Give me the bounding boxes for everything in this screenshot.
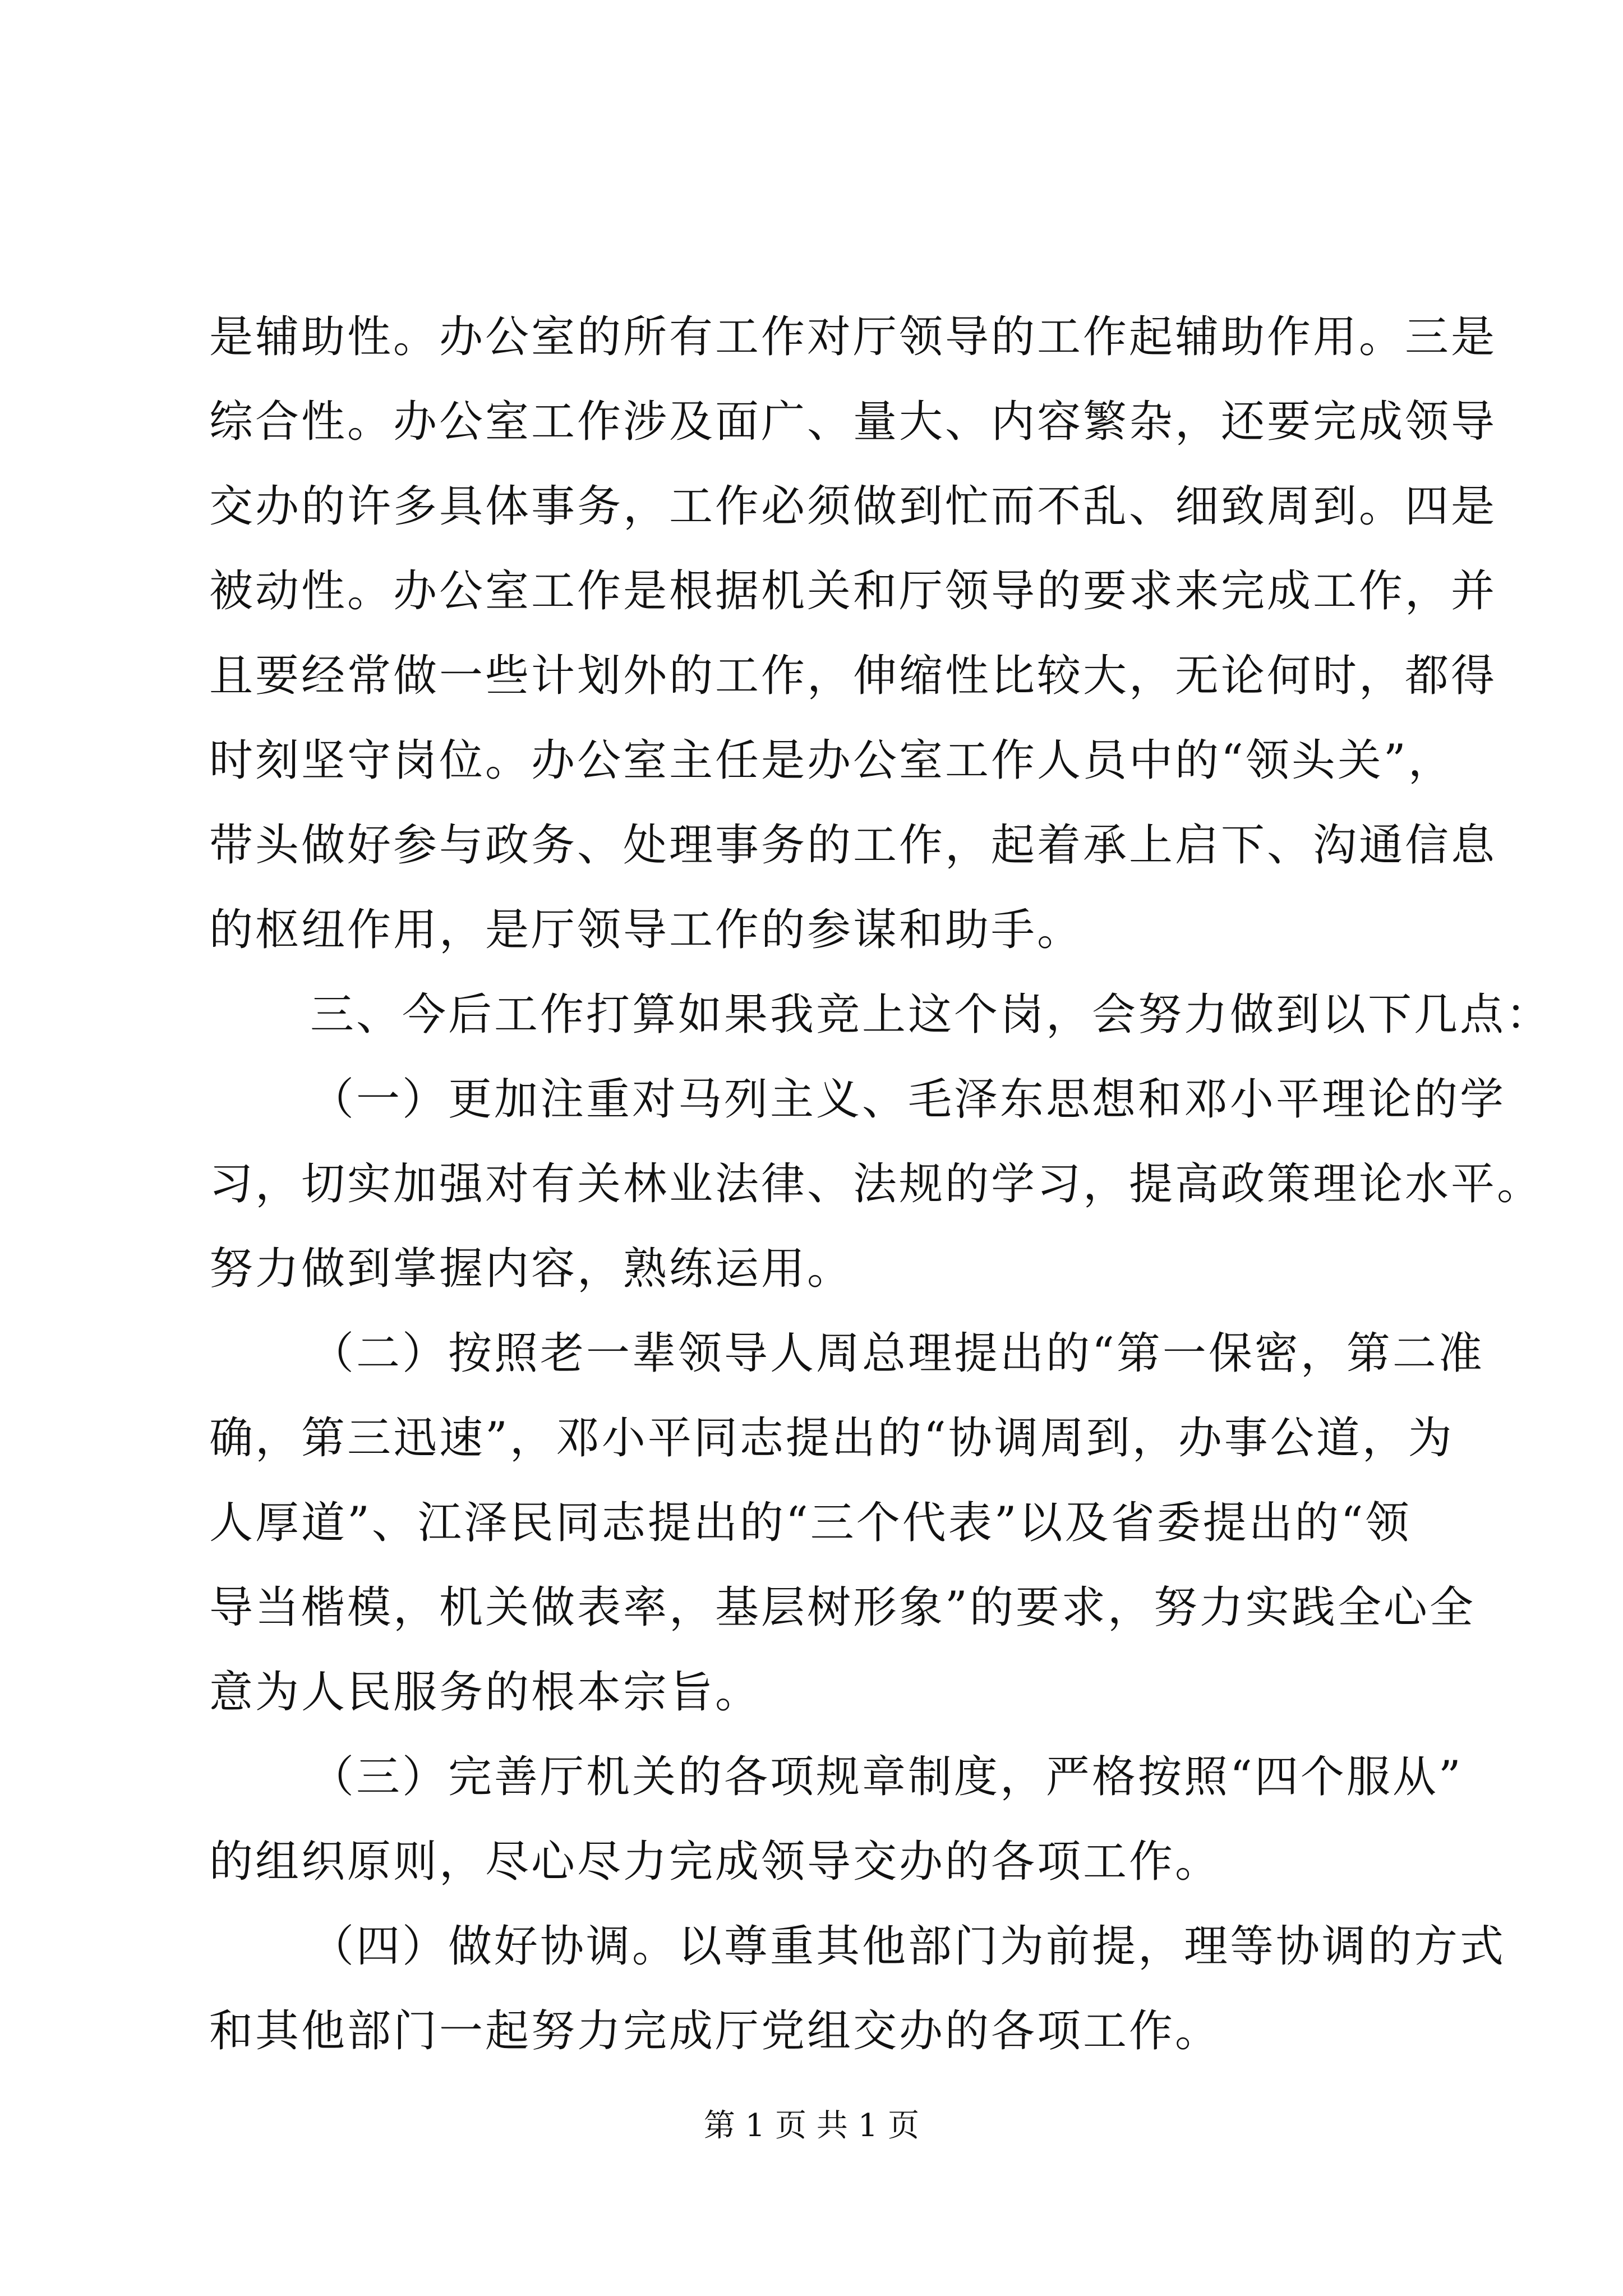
paragraph-line: 确，第三迅速”，邓小平同志提出的“协调周到，办事公道，为 — [209, 1413, 1454, 1464]
paragraph-line: 意为人民服务的根本宗旨。 — [209, 1667, 762, 1718]
paragraph-line: 时刻坚守岗位。办公室主任是办公室工作人员中的“领头关”， — [209, 735, 1454, 786]
paragraph-line: 且要经常做一些计划外的工作，伸缩性比较大，无论何时，都得 — [209, 651, 1497, 701]
paragraph-line: 导当楷模，机关做表率，基层树形象”的要求，努力实践全心全 — [209, 1582, 1476, 1633]
paragraph-line: （一）更加注重对马列主义、毛泽东思想和邓小平理论的学 — [310, 1074, 1506, 1125]
section-heading: 三、今后工作打算如果我竞上这个岗，会努力做到以下几点： — [310, 990, 1552, 1040]
paragraph-line: 人厚道”、江泽民同志提出的“三个代表”以及省委提出的“领 — [209, 1498, 1412, 1548]
paragraph-line: 的枢纽作用，是厅领导工作的参谋和助手。 — [209, 905, 1083, 955]
paragraph-line: 被动性。办公室工作是根据机关和厅领导的要求来完成工作，并 — [209, 566, 1497, 616]
paragraph-line: 努力做到掌握内容，熟练运用。 — [209, 1244, 854, 1294]
paragraph-line: 习，切实加强对有关林业法律、法规的学习，提高政策理论水平。 — [209, 1159, 1543, 1209]
page-footer: 第 1 页 共 1 页 — [703, 2108, 920, 2144]
paragraph-line: （四）做好协调。以尊重其他部门为前提，理等协调的方式 — [310, 1921, 1506, 1972]
paragraph-line: 带头做好参与政务、处理事务的工作，起着承上启下、沟通信息 — [209, 820, 1497, 871]
paragraph-line: （二）按照老一辈领导人周总理提出的“第一保密，第二准 — [310, 1328, 1484, 1379]
paragraph-line: 的组织原则，尽心尽力完成领导交办的各项工作。 — [209, 1837, 1221, 1887]
document-body — [209, 295, 1552, 2074]
paragraph-line: 交办的许多具体事务，工作必须做到忙而不乱、细致周到。四是 — [209, 481, 1497, 532]
paragraph-line: 综合性。办公室工作涉及面广、量大、内容繁杂，还要完成领导 — [209, 397, 1497, 447]
paragraph-line: 是辅助性。办公室的所有工作对厅领导的工作起辅助作用。三是 — [209, 312, 1497, 362]
paragraph-line: 和其他部门一起努力完成厅党组交办的各项工作。 — [209, 2006, 1221, 2056]
paragraph-line: （三）完善厅机关的各项规章制度，严格按照“四个服从” — [310, 1752, 1463, 1802]
